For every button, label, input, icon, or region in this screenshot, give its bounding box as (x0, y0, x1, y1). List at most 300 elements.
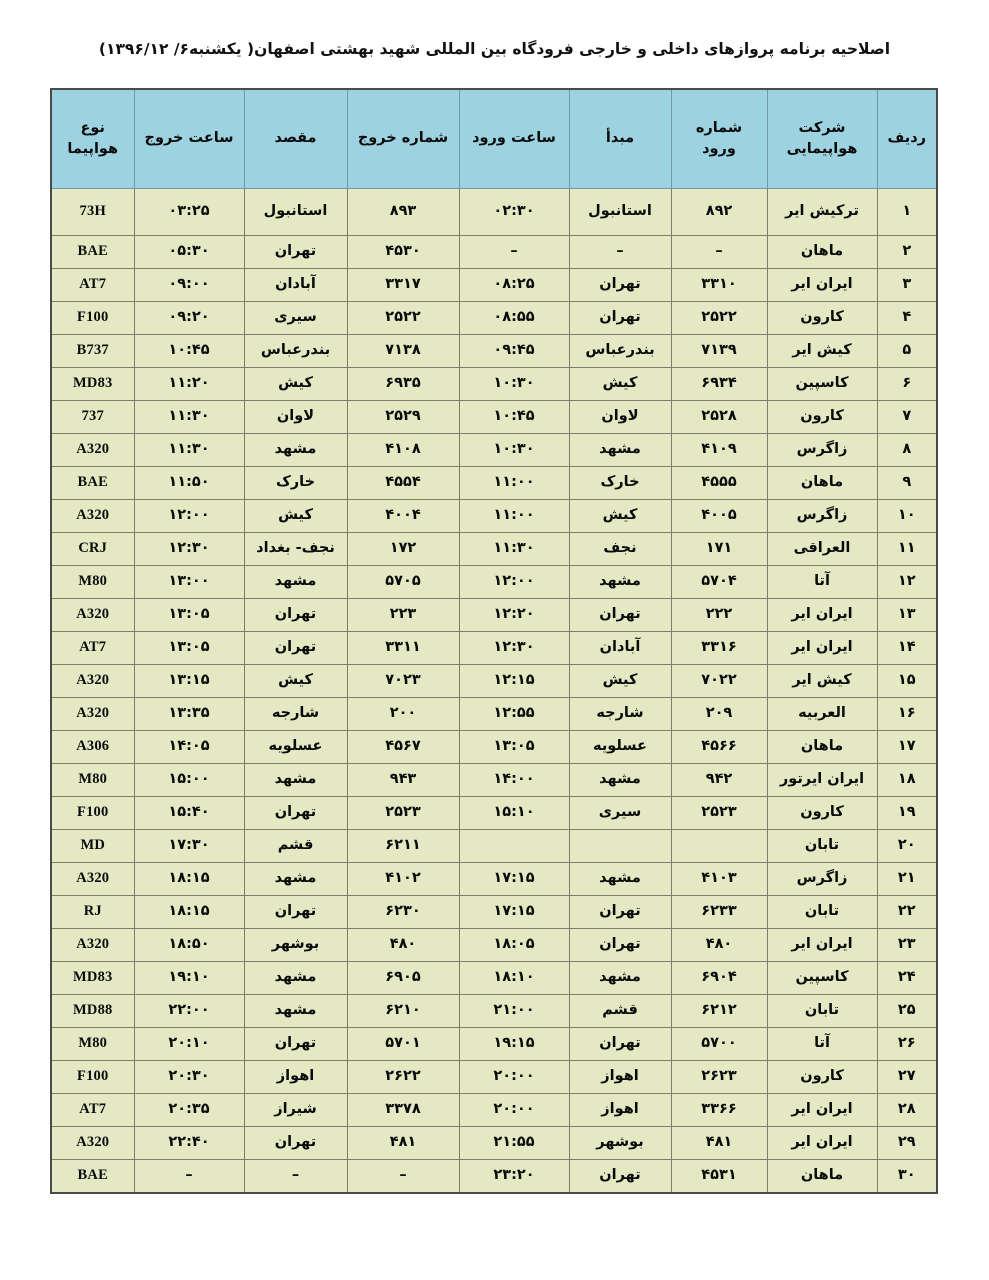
cell-origin: مشهد (569, 962, 671, 995)
cell-airline: ایران ایر (767, 632, 877, 665)
cell-departure-number: ۸۹۳ (347, 189, 459, 236)
cell-departure-time: ۱۱:۲۰ (134, 368, 244, 401)
cell-arrival-time: ۱۰:۴۵ (459, 401, 569, 434)
cell-aircraft-type: AT7 (51, 632, 134, 665)
cell-departure-number: ۶۹۳۵ (347, 368, 459, 401)
cell-airline: تابان (767, 830, 877, 863)
cell-origin: تهران (569, 929, 671, 962)
cell-departure-number: ۲۶۲۲ (347, 1061, 459, 1094)
cell-origin: مشهد (569, 566, 671, 599)
column-header-row-number-label: ردیف (887, 130, 926, 147)
cell-airline: ماهان (767, 731, 877, 764)
cell-row-number: ۱۲ (877, 566, 937, 599)
cell-destination: تهران (244, 896, 347, 929)
cell-departure-number: ۲۵۲۹ (347, 401, 459, 434)
cell-arrival-time: ۰۹:۴۵ (459, 335, 569, 368)
cell-airline: ماهان (767, 236, 877, 269)
cell-origin: لاوان (569, 401, 671, 434)
cell-row-number: ۱۴ (877, 632, 937, 665)
cell-aircraft-type: BAE (51, 236, 134, 269)
table-row (51, 896, 937, 929)
cell-aircraft-type: A320 (51, 665, 134, 698)
cell-airline: آتا (767, 1028, 877, 1061)
cell-departure-number: ۶۲۱۰ (347, 995, 459, 1028)
cell-row-number: ۱۹ (877, 797, 937, 830)
cell-row-number: ۱۶ (877, 698, 937, 731)
cell-departure-number: ۵۷۰۵ (347, 566, 459, 599)
cell-destination: اهواز (244, 1061, 347, 1094)
cell-arrival-number: ۳۳۱۰ (671, 269, 767, 302)
cell-destination: تهران (244, 1127, 347, 1160)
cell-arrival-time: ۱۲:۱۵ (459, 665, 569, 698)
cell-row-number: ۲۰ (877, 830, 937, 863)
cell-arrival-time: ۱۱:۰۰ (459, 467, 569, 500)
cell-departure-time: ۱۸:۱۵ (134, 896, 244, 929)
cell-destination: کیش (244, 500, 347, 533)
cell-departure-time: ۱۲:۰۰ (134, 500, 244, 533)
cell-departure-number: ۷۰۲۳ (347, 665, 459, 698)
cell-destination: بوشهر (244, 929, 347, 962)
cell-departure-number: ۴۵۵۴ (347, 467, 459, 500)
cell-departure-number: ۴۱۰۲ (347, 863, 459, 896)
cell-destination: نجف- بغداد (244, 533, 347, 566)
cell-departure-time: ۱۵:۴۰ (134, 797, 244, 830)
cell-arrival-time: ۲۳:۲۰ (459, 1160, 569, 1194)
cell-destination: آبادان (244, 269, 347, 302)
cell-destination: خارک (244, 467, 347, 500)
table-row (51, 566, 937, 599)
cell-departure-time: ۱۲:۳۰ (134, 533, 244, 566)
cell-destination: تهران (244, 599, 347, 632)
cell-arrival-number: ۲۰۹ (671, 698, 767, 731)
cell-arrival-number: ۴۸۱ (671, 1127, 767, 1160)
cell-origin: مشهد (569, 764, 671, 797)
column-header-aircraft-type-line1: نوع (80, 119, 105, 136)
cell-destination: تهران (244, 236, 347, 269)
cell-destination: کیش (244, 368, 347, 401)
cell-row-number: ۳ (877, 269, 937, 302)
cell-origin: اهواز (569, 1094, 671, 1127)
cell-origin: تهران (569, 269, 671, 302)
table-row (51, 1028, 937, 1061)
cell-destination: تهران (244, 632, 347, 665)
cell-departure-time: ۱۱:۳۰ (134, 401, 244, 434)
cell-arrival-time: ۱۳:۰۵ (459, 731, 569, 764)
cell-arrival-number: ۴۰۰۵ (671, 500, 767, 533)
cell-arrival-number: ۶۲۳۳ (671, 896, 767, 929)
cell-departure-number: ۶۲۳۰ (347, 896, 459, 929)
cell-airline: زاگرس (767, 500, 877, 533)
cell-arrival-number: – (671, 236, 767, 269)
cell-arrival-number: ۴۵۶۶ (671, 731, 767, 764)
cell-airline: العربیه (767, 698, 877, 731)
cell-destination: تهران (244, 1028, 347, 1061)
cell-arrival-time: ۱۹:۱۵ (459, 1028, 569, 1061)
cell-departure-time: ۱۷:۳۰ (134, 830, 244, 863)
cell-airline: کاسپین (767, 368, 877, 401)
cell-aircraft-type: F100 (51, 302, 134, 335)
cell-row-number: ۱۰ (877, 500, 937, 533)
cell-aircraft-type: MD83 (51, 368, 134, 401)
cell-departure-time: ۲۲:۴۰ (134, 1127, 244, 1160)
cell-arrival-time: ۱۴:۰۰ (459, 764, 569, 797)
cell-departure-number: ۶۹۰۵ (347, 962, 459, 995)
table-row (51, 500, 937, 533)
table-row (51, 368, 937, 401)
cell-destination: – (244, 1160, 347, 1194)
cell-airline: آتا (767, 566, 877, 599)
table-row (51, 467, 937, 500)
cell-row-number: ۲۴ (877, 962, 937, 995)
table-row (51, 1094, 937, 1127)
column-header-origin-label: مبدأ (605, 130, 635, 147)
cell-row-number: ۲۱ (877, 863, 937, 896)
cell-arrival-time: ۱۰:۳۰ (459, 434, 569, 467)
cell-departure-time: ۱۰:۴۵ (134, 335, 244, 368)
cell-departure-time: ۲۲:۰۰ (134, 995, 244, 1028)
cell-aircraft-type: F100 (51, 797, 134, 830)
cell-origin: آبادان (569, 632, 671, 665)
cell-departure-number: – (347, 1160, 459, 1194)
cell-origin: تهران (569, 1160, 671, 1194)
cell-row-number: ۲۷ (877, 1061, 937, 1094)
column-header-airline-line1: شرکت (798, 119, 846, 136)
cell-row-number: ۳۰ (877, 1160, 937, 1194)
cell-arrival-time: ۱۷:۱۵ (459, 896, 569, 929)
cell-departure-time: ۱۸:۱۵ (134, 863, 244, 896)
cell-destination: سیری (244, 302, 347, 335)
cell-arrival-number: ۶۹۰۴ (671, 962, 767, 995)
cell-destination: قشم (244, 830, 347, 863)
column-header-departure-time-label: ساعت خروج (144, 130, 234, 147)
cell-arrival-number: ۳۳۱۶ (671, 632, 767, 665)
cell-departure-number: ۲۵۲۲ (347, 302, 459, 335)
cell-aircraft-type: A320 (51, 698, 134, 731)
cell-arrival-time: ۱۸:۰۵ (459, 929, 569, 962)
table-body (51, 189, 937, 1194)
cell-arrival-time: ۱۷:۱۵ (459, 863, 569, 896)
cell-aircraft-type: B737 (51, 335, 134, 368)
cell-origin: تهران (569, 896, 671, 929)
table-row (51, 236, 937, 269)
cell-departure-time: ۱۳:۳۵ (134, 698, 244, 731)
cell-origin: خارک (569, 467, 671, 500)
column-header-arrival-number-line2: ورود (702, 141, 736, 157)
cell-arrival-number: ۵۷۰۴ (671, 566, 767, 599)
cell-origin: نجف (569, 533, 671, 566)
cell-destination: کیش (244, 665, 347, 698)
table-row (51, 599, 937, 632)
cell-departure-number: ۴۵۶۷ (347, 731, 459, 764)
cell-departure-number: ۲۰۰ (347, 698, 459, 731)
cell-airline: کاسپین (767, 962, 877, 995)
cell-origin: تهران (569, 1028, 671, 1061)
column-header-aircraft-type-line2: هواپیما (67, 141, 119, 157)
cell-arrival-time: ۱۱:۰۰ (459, 500, 569, 533)
cell-departure-number: ۴۸۰ (347, 929, 459, 962)
cell-arrival-number: ۵۷۰۰ (671, 1028, 767, 1061)
page-title: اصلاحیه برنامه پروازهای داخلی و خارجی فرودگاه بین المللی شهید بهشتی اصفهان( یکشنبه۶/ ۱۳۹۶/۱۲) (98, 40, 891, 58)
cell-departure-time: ۱۹:۱۰ (134, 962, 244, 995)
table-row (51, 1061, 937, 1094)
cell-arrival-time: ۰۲:۳۰ (459, 189, 569, 236)
cell-departure-number: ۴۰۰۴ (347, 500, 459, 533)
cell-arrival-time: – (459, 236, 569, 269)
cell-airline: کارون (767, 302, 877, 335)
cell-arrival-number: ۳۳۶۶ (671, 1094, 767, 1127)
cell-row-number: ۲۸ (877, 1094, 937, 1127)
cell-departure-time: ۰۵:۳۰ (134, 236, 244, 269)
cell-arrival-number: ۶۹۳۴ (671, 368, 767, 401)
cell-arrival-number: ۲۵۲۸ (671, 401, 767, 434)
cell-arrival-number: ۶۲۱۲ (671, 995, 767, 1028)
cell-arrival-number: ۴۱۰۳ (671, 863, 767, 896)
cell-airline: ایران ایر (767, 929, 877, 962)
cell-departure-number: ۵۷۰۱ (347, 1028, 459, 1061)
cell-origin: سیری (569, 797, 671, 830)
cell-arrival-time: ۱۲:۵۵ (459, 698, 569, 731)
cell-departure-number: ۶۲۱۱ (347, 830, 459, 863)
cell-arrival-number: ۷۱۳۹ (671, 335, 767, 368)
cell-airline: کارون (767, 401, 877, 434)
flight-schedule-table-container (52, 88, 938, 1194)
cell-departure-time: ۰۹:۰۰ (134, 269, 244, 302)
cell-row-number: ۲۵ (877, 995, 937, 1028)
cell-airline: ایران ایر (767, 269, 877, 302)
cell-arrival-time: ۲۰:۰۰ (459, 1094, 569, 1127)
cell-destination: استانبول (244, 189, 347, 236)
cell-arrival-time: ۱۸:۱۰ (459, 962, 569, 995)
cell-arrival-time: ۲۰:۰۰ (459, 1061, 569, 1094)
cell-origin: کیش (569, 500, 671, 533)
cell-aircraft-type: CRJ (51, 533, 134, 566)
cell-departure-time: ۱۸:۵۰ (134, 929, 244, 962)
column-header-departure-number-label: شماره خروج (357, 130, 449, 147)
cell-departure-time: ۱۱:۳۰ (134, 434, 244, 467)
cell-row-number: ۸ (877, 434, 937, 467)
cell-airline: کارون (767, 797, 877, 830)
cell-row-number: ۲۲ (877, 896, 937, 929)
cell-destination: تهران (244, 797, 347, 830)
cell-row-number: ۲ (877, 236, 937, 269)
cell-airline: العراقی (767, 533, 877, 566)
cell-aircraft-type: BAE (51, 1160, 134, 1194)
table-row (51, 665, 937, 698)
column-header-departure-time (134, 89, 244, 189)
column-header-aircraft-type (51, 89, 134, 189)
cell-arrival-number: ۱۷۱ (671, 533, 767, 566)
table-row (51, 731, 937, 764)
cell-aircraft-type: A320 (51, 929, 134, 962)
column-header-airline (767, 89, 877, 189)
table-row (51, 632, 937, 665)
cell-arrival-time: ۰۸:۲۵ (459, 269, 569, 302)
cell-departure-number: ۳۳۷۸ (347, 1094, 459, 1127)
cell-origin: بوشهر (569, 1127, 671, 1160)
cell-aircraft-type: RJ (51, 896, 134, 929)
table-row (51, 335, 937, 368)
cell-arrival-number: ۲۵۲۳ (671, 797, 767, 830)
cell-departure-time: ۰۳:۲۵ (134, 189, 244, 236)
cell-arrival-time: ۲۱:۵۵ (459, 1127, 569, 1160)
column-header-row-number (877, 89, 937, 189)
cell-origin: مشهد (569, 434, 671, 467)
cell-airline: ترکیش ایر (767, 189, 877, 236)
cell-arrival-number: ۴۱۰۹ (671, 434, 767, 467)
table-row (51, 698, 937, 731)
cell-departure-number: ۴۵۳۰ (347, 236, 459, 269)
cell-airline: زاگرس (767, 434, 877, 467)
cell-arrival-number (671, 830, 767, 863)
cell-row-number: ۷ (877, 401, 937, 434)
cell-arrival-number: ۴۵۵۵ (671, 467, 767, 500)
cell-row-number: ۹ (877, 467, 937, 500)
cell-arrival-time: ۱۰:۳۰ (459, 368, 569, 401)
cell-departure-time: ۱۳:۰۰ (134, 566, 244, 599)
cell-row-number: ۲۹ (877, 1127, 937, 1160)
cell-row-number: ۲۶ (877, 1028, 937, 1061)
cell-departure-time: ۱۴:۰۵ (134, 731, 244, 764)
cell-destination: مشهد (244, 863, 347, 896)
cell-arrival-time: ۱۲:۰۰ (459, 566, 569, 599)
cell-departure-number: ۱۷۲ (347, 533, 459, 566)
column-header-arrival-number-line1: شماره (695, 119, 743, 136)
cell-arrival-time (459, 830, 569, 863)
cell-destination: شارجه (244, 698, 347, 731)
cell-departure-time: ۱۳:۱۵ (134, 665, 244, 698)
cell-row-number: ۴ (877, 302, 937, 335)
cell-aircraft-type: MD83 (51, 962, 134, 995)
cell-origin: بندرعباس (569, 335, 671, 368)
cell-destination: مشهد (244, 962, 347, 995)
cell-row-number: ۵ (877, 335, 937, 368)
cell-arrival-number: ۲۵۲۲ (671, 302, 767, 335)
cell-origin: کیش (569, 368, 671, 401)
cell-airline: ایران ایر (767, 1094, 877, 1127)
table-row (51, 1160, 937, 1194)
cell-departure-number: ۴۸۱ (347, 1127, 459, 1160)
cell-airline: ایران ایر (767, 1127, 877, 1160)
table-row (51, 269, 937, 302)
cell-destination: لاوان (244, 401, 347, 434)
cell-origin: شارجه (569, 698, 671, 731)
cell-destination: بندرعباس (244, 335, 347, 368)
cell-airline: ماهان (767, 1160, 877, 1194)
cell-aircraft-type: M80 (51, 566, 134, 599)
cell-departure-time: ۱۳:۰۵ (134, 632, 244, 665)
cell-departure-time: ۰۹:۲۰ (134, 302, 244, 335)
cell-departure-time: – (134, 1160, 244, 1194)
cell-airline: ایران ایرتور (767, 764, 877, 797)
cell-origin (569, 830, 671, 863)
cell-aircraft-type: A320 (51, 434, 134, 467)
cell-departure-time: ۲۰:۳۰ (134, 1061, 244, 1094)
cell-airline: تابان (767, 896, 877, 929)
cell-destination: مشهد (244, 566, 347, 599)
cell-departure-time: ۱۵:۰۰ (134, 764, 244, 797)
cell-departure-time: ۲۰:۱۰ (134, 1028, 244, 1061)
cell-aircraft-type: AT7 (51, 269, 134, 302)
table-row (51, 401, 937, 434)
cell-arrival-number: ۴۸۰ (671, 929, 767, 962)
cell-origin: قشم (569, 995, 671, 1028)
cell-departure-number: ۳۳۱۱ (347, 632, 459, 665)
cell-arrival-number: ۸۹۲ (671, 189, 767, 236)
cell-departure-time: ۱۱:۵۰ (134, 467, 244, 500)
header-row (51, 89, 937, 189)
table-row (51, 764, 937, 797)
column-header-airline-line2: هواپیمایی (786, 141, 858, 157)
cell-destination: عسلویه (244, 731, 347, 764)
cell-airline: کارون (767, 1061, 877, 1094)
cell-destination: مشهد (244, 995, 347, 1028)
cell-aircraft-type: A320 (51, 863, 134, 896)
cell-arrival-number: ۹۴۲ (671, 764, 767, 797)
cell-aircraft-type: 737 (51, 401, 134, 434)
cell-arrival-time: ۱۲:۲۰ (459, 599, 569, 632)
table-row (51, 962, 937, 995)
table-row (51, 533, 937, 566)
table-row (51, 1127, 937, 1160)
cell-aircraft-type: F100 (51, 1061, 134, 1094)
flight-schedule-table (50, 88, 938, 1194)
table-row (51, 830, 937, 863)
cell-origin: تهران (569, 302, 671, 335)
cell-departure-number: ۳۳۱۷ (347, 269, 459, 302)
cell-origin: عسلویه (569, 731, 671, 764)
cell-arrival-number: ۷۰۲۲ (671, 665, 767, 698)
cell-arrival-number: ۲۲۲ (671, 599, 767, 632)
cell-airline: ایران ایر (767, 599, 877, 632)
table-row (51, 797, 937, 830)
cell-aircraft-type: 73H (51, 189, 134, 236)
cell-airline: زاگرس (767, 863, 877, 896)
cell-departure-number: ۴۱۰۸ (347, 434, 459, 467)
cell-origin: اهواز (569, 1061, 671, 1094)
table-row (51, 995, 937, 1028)
cell-destination: شیراز (244, 1094, 347, 1127)
table-row (51, 302, 937, 335)
cell-origin: کیش (569, 665, 671, 698)
cell-aircraft-type: MD88 (51, 995, 134, 1028)
cell-row-number: ۱۷ (877, 731, 937, 764)
cell-arrival-time: ۱۱:۳۰ (459, 533, 569, 566)
cell-departure-number: ۲۲۳ (347, 599, 459, 632)
cell-departure-number: ۲۵۲۳ (347, 797, 459, 830)
column-header-arrival-time (459, 89, 569, 189)
cell-arrival-number: ۴۵۳۱ (671, 1160, 767, 1194)
cell-airline: کیش ایر (767, 665, 877, 698)
table-row (51, 863, 937, 896)
cell-aircraft-type: BAE (51, 467, 134, 500)
column-header-destination (244, 89, 347, 189)
cell-departure-time: ۱۳:۰۵ (134, 599, 244, 632)
cell-origin: مشهد (569, 863, 671, 896)
cell-aircraft-type: A320 (51, 599, 134, 632)
cell-aircraft-type: M80 (51, 1028, 134, 1061)
cell-row-number: ۱۸ (877, 764, 937, 797)
cell-row-number: ۲۳ (877, 929, 937, 962)
cell-origin: استانبول (569, 189, 671, 236)
cell-airline: تابان (767, 995, 877, 1028)
cell-destination: مشهد (244, 434, 347, 467)
cell-row-number: ۶ (877, 368, 937, 401)
cell-airline: ماهان (767, 467, 877, 500)
column-header-arrival-time-label: ساعت ورود (472, 130, 556, 147)
cell-departure-number: ۹۴۳ (347, 764, 459, 797)
column-header-arrival-number (671, 89, 767, 189)
column-header-departure-number (347, 89, 459, 189)
